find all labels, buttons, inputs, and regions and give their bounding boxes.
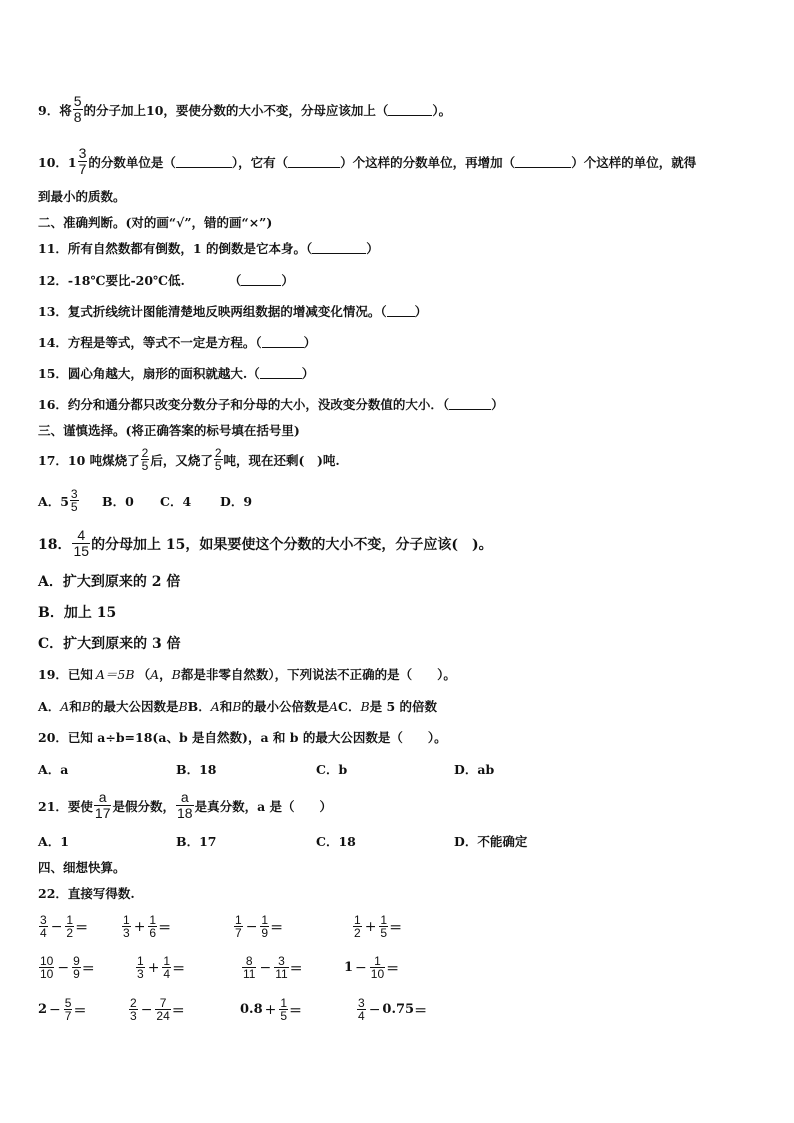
question-20: 20．已知 a÷b=18(a、b 是自然数)，a 和 b 的最大公因数是（ ）。 (38, 730, 447, 745)
option-c[interactable]: C．4 (160, 493, 192, 509)
question-12: 12．-18℃要比-20℃低. （ ） (38, 273, 294, 288)
answer-blank[interactable] (288, 155, 340, 167)
option-a[interactable]: A．5 $\frac{3}{5}$ (38, 487, 78, 514)
option-c[interactable]: C．b (316, 762, 348, 777)
fraction: $\frac{3}{7}$ (78, 145, 87, 177)
calc-item: $\frac{10}{10}$ − $\frac{9}{9}$ ＝ (40, 954, 95, 981)
answer-blank[interactable] (387, 305, 415, 317)
calc-item: $\frac{1}{3}$ + $\frac{1}{6}$ ＝ (123, 913, 172, 940)
question-21: 21．要使 $\frac{a}{17}$ 是假分数， $\frac{a}{18}$ 是真分数，a 是（ ） (38, 789, 333, 821)
section-heading-3: 三、谨慎选择。(将正确答案的标号填在括号里) (38, 423, 300, 438)
option-d[interactable]: D．不能确定 (454, 834, 528, 849)
question-14: 14．方程是等式，等式不一定是方程。（ ） (38, 335, 317, 350)
question-9: 9．将 $\frac{5}{8}$ 的分子加上10，要使分数的大小不变，分母应该加上（ ）。 (38, 93, 452, 125)
option-b[interactable]: B．0 (102, 493, 134, 509)
question-11: 11．所有自然数都有倒数，1 的倒数是它本身。（ ） (38, 241, 379, 256)
calc-item: $\frac{3}{4}$ − 0.75 ＝ (358, 996, 428, 1023)
fraction: $\frac{2}{5}$ (214, 446, 222, 473)
question-17: 17．10 吨煤烧了 $\frac{2}{5}$ 后，又烧了 $\frac{2}{5}$ 吨，现在还剩( )吨. (38, 446, 340, 473)
answer-blank[interactable] (312, 242, 366, 254)
option-a[interactable]: A．1 (38, 834, 69, 849)
option-b[interactable]: B．17 (176, 834, 217, 849)
fraction: $\frac{3}{5}$ (70, 487, 78, 514)
question-18: 18． $\frac{4}{15}$ 的分母加上 15，如果要使这个分数的大小不变，分子应该( )。 (38, 527, 493, 559)
answer-blank[interactable] (515, 155, 571, 167)
option-c[interactable]: C．扩大到原来的 3 倍 (38, 636, 181, 652)
question-21-options (38, 832, 527, 850)
option-c[interactable]: C．18 (316, 834, 356, 849)
option-b[interactable]: B．18 (176, 762, 217, 777)
fraction: $\frac{5}{8}$ (73, 93, 82, 125)
answer-blank[interactable] (260, 367, 302, 379)
fraction: $\frac{4}{15}$ (73, 527, 90, 559)
fraction: $\frac{a}{17}$ (94, 789, 111, 821)
calc-item: 0.8 + $\frac{1}{5}$ ＝ (240, 996, 303, 1023)
question-19-options (38, 697, 437, 715)
answer-blank[interactable] (241, 274, 281, 286)
fraction: $\frac{a}{18}$ (177, 789, 193, 821)
question-10-line2: 到最小的质数。 (38, 189, 126, 204)
fraction: $\frac{2}{5}$ (141, 446, 149, 473)
option-b[interactable]: B．A和B的最小公倍数是A (187, 699, 338, 714)
question-10: 10．1 $\frac{3}{7}$ 的分数单位是（ ），它有（ ）个这样的分数单位，再增加（ ）个这样的单位，就得 (38, 145, 697, 177)
calc-item: $\frac{1}{2}$ + $\frac{1}{5}$ ＝ (354, 913, 403, 940)
question-15: 15．圆心角越大，扇形的面积就越大.（ ） (38, 366, 315, 381)
answer-blank[interactable] (449, 398, 491, 410)
option-d[interactable]: D．9 (220, 493, 253, 509)
option-b[interactable]: B．加上 15 (38, 605, 117, 621)
calc-item: 2 − $\frac{5}{7}$ ＝ (38, 996, 87, 1023)
option-a[interactable]: A．a (38, 762, 69, 777)
question-19: 19．已知 A＝5B （ A ， B 都是非零自然数），下列说法不正确的是（ ）。 (38, 666, 456, 682)
calc-item: 1 − $\frac{1}{10}$ ＝ (344, 954, 400, 981)
section-heading-4: 四、细想快算。 (38, 860, 126, 875)
calc-item: $\frac{3}{4}$ − $\frac{1}{2}$ ＝ (40, 913, 89, 940)
option-d[interactable]: D．ab (454, 762, 495, 777)
question-22: 22．直接写得数. (38, 886, 135, 901)
question-17-options (38, 488, 252, 513)
option-a[interactable]: A．A和B的最大公因数是B (38, 699, 188, 714)
question-20-options (38, 760, 494, 778)
section-heading-2: 二、准确判断。(对的画“√”，错的画“×”) (38, 215, 273, 230)
answer-blank[interactable] (262, 336, 304, 348)
calc-item: $\frac{8}{11}$ − $\frac{3}{11}$ ＝ (243, 954, 303, 981)
option-c[interactable]: C．B是 5 的倍数 (338, 699, 438, 714)
question-16: 16．约分和通分都只改变分数分子和分母的大小，没改变分数值的大小．（ ） (38, 397, 504, 412)
option-a[interactable]: A．扩大到原来的 2 倍 (38, 574, 181, 590)
calc-item: $\frac{2}{3}$ − $\frac{7}{24}$ ＝ (130, 996, 185, 1023)
calc-item: $\frac{1}{7}$ − $\frac{1}{9}$ ＝ (235, 913, 284, 940)
calc-item: $\frac{1}{3}$ + $\frac{1}{4}$ ＝ (137, 954, 186, 981)
question-13: 13．复式折线统计图能清楚地反映两组数据的增减变化情况。（ ） (38, 304, 428, 319)
answer-blank[interactable] (176, 155, 232, 167)
answer-blank[interactable] (388, 103, 432, 115)
